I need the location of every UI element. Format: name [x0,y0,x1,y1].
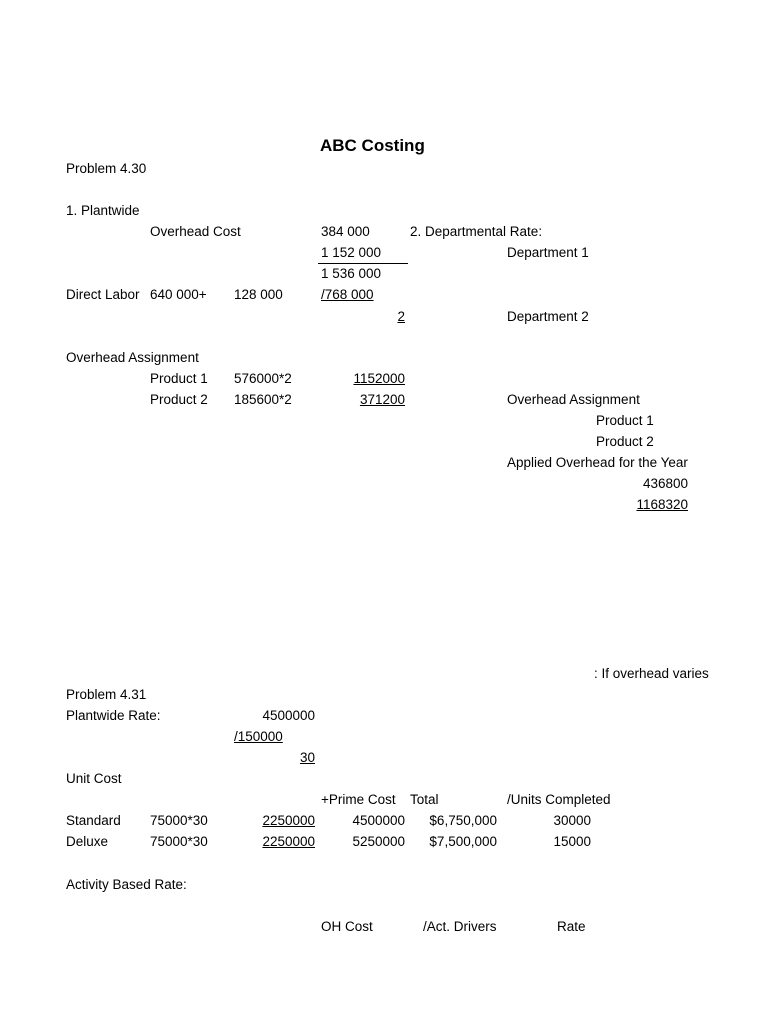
col-total: Total [410,792,439,807]
dept-product-1: Product 1 [596,413,654,428]
plantwide-rate-label: Plantwide Rate: [66,708,161,723]
standard-name: Standard [66,813,121,828]
problem-430-heading: Problem 4.30 [66,161,147,176]
plantwide-overhead: 4500000 [262,708,315,723]
product-2-calc: 185600*2 [234,392,292,407]
overhead-value-2: 1 152 000 [321,245,382,260]
overhead-note: : If overhead varies [594,666,709,681]
plantwide-rate-value: 2 [397,309,405,324]
deluxe-units: 15000 [553,834,591,849]
problem-431-heading: Problem 4.31 [66,687,147,702]
col-act-drivers: /Act. Drivers [423,919,497,934]
standard-calc: 75000*30 [150,813,208,828]
product-1-name: Product 1 [150,371,208,386]
department-2-label: Department 2 [507,309,589,324]
standard-units: 30000 [553,813,591,828]
deluxe-calc: 75000*30 [150,834,208,849]
direct-labor-a: 640 000+ [150,287,207,302]
product-1-calc: 576000*2 [234,371,292,386]
plantwide-driver: /150000 [234,729,283,744]
standard-prime: 4500000 [352,813,405,828]
sum-rule [318,263,408,264]
applied-overhead-value-1: 436800 [642,476,688,491]
deluxe-overhead: 2250000 [262,834,315,849]
product-1-amount: 1152000 [353,371,405,386]
direct-labor-total: /768 000 [321,287,374,302]
dept-product-2: Product 2 [596,434,654,449]
standard-overhead: 2250000 [262,813,315,828]
overhead-assignment-label: Overhead Assignment [66,350,199,365]
standard-total: $6,750,000 [429,813,497,828]
product-2-name: Product 2 [150,392,208,407]
page-title: ABC Costing [320,136,425,155]
col-units-completed: /Units Completed [507,792,611,807]
unit-cost-label: Unit Cost [66,771,122,786]
deluxe-prime: 5250000 [352,834,405,849]
col-prime-cost: +Prime Cost [321,792,396,807]
plantwide-rate-result: 30 [299,750,315,765]
deluxe-name: Deluxe [66,834,109,849]
applied-overhead-value-2: 1168320 [636,497,688,512]
department-1-label: Department 1 [507,245,589,260]
deluxe-total: $7,500,000 [429,834,497,849]
dept-overhead-assignment-label: Overhead Assignment [507,392,640,407]
overhead-cost-label: Overhead Cost [150,224,241,239]
col-rate: Rate [557,919,586,934]
plantwide-label: 1. Plantwide [66,203,140,218]
overhead-total: 1 536 000 [321,266,382,281]
product-2-amount: 371200 [359,392,405,407]
col-oh-cost: OH Cost [321,919,373,934]
direct-labor-label: Direct Labor [66,287,140,302]
overhead-value-1: 384 000 [321,224,370,239]
applied-overhead-label: Applied Overhead for the Year [507,455,688,470]
activity-rate-label: Activity Based Rate: [66,877,187,892]
departmental-rate-label: 2. Departmental Rate: [410,224,543,239]
direct-labor-b: 128 000 [234,287,283,302]
